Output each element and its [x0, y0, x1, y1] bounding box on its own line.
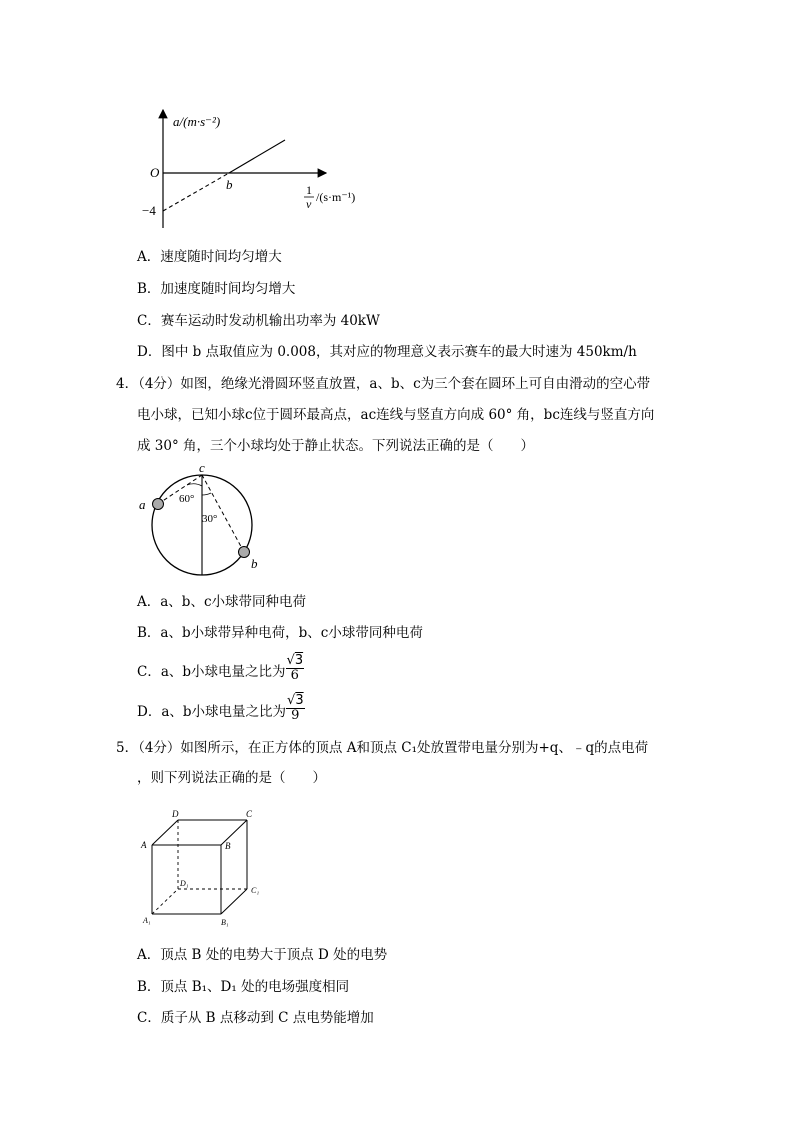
vertex-label-b1: B₁ — [221, 918, 229, 927]
ball-a — [153, 499, 164, 510]
q5-option-c: C．质子从 B 点移动到 C 点电势能增加 — [137, 1010, 374, 1026]
label-c: c — [199, 462, 205, 475]
dashed-extension — [163, 173, 229, 211]
q4-option-d-fraction: $\frac{√3}{9}$ — [287, 693, 304, 723]
q5-stem-line1: 5．（4分）如图所示，在正方体的顶点 A和顶点 C₁处放置带电量分别为+q、﹣q的点电荷 — [116, 740, 649, 756]
vertex-label-a1: A₁ — [143, 916, 151, 925]
q4-option-b: B．a、b小球带异种电荷，b、c小球带同种电荷 — [137, 625, 423, 641]
vertex-label-c1: C₁ — [251, 886, 260, 895]
origin-label: O — [150, 165, 160, 180]
q3-option-b: B．加速度随时间均匀增大 — [137, 281, 296, 297]
x-axis-label-unit: /(s·m⁻¹) — [316, 190, 356, 204]
b-point-label: b — [226, 177, 233, 192]
angle-30-label: 30° — [202, 513, 218, 525]
q4-option-a: A．a、b、c小球带同种电荷 — [137, 594, 307, 610]
q5-option-b: B．顶点 B₁、D₁ 处的电场强度相同 — [137, 979, 350, 995]
vertex-label-b: B — [225, 841, 231, 851]
graph-line — [229, 140, 285, 173]
q3-option-c: C．赛车运动时发动机输出功率为 40kW — [137, 313, 380, 329]
label-b: b — [251, 556, 258, 571]
q4-stem-line1: 4．（4分）如图，绝缘光滑圆环竖直放置，a、b、c为三个套在圆环上可自由滑动的空心带 — [116, 376, 651, 392]
vertex-label-d1: D₁ — [180, 879, 189, 888]
q4-stem-line2: 电小球，已知小球c位于圆环最高点，ac连线与竖直方向成 60° 角，bc连线与竖直方向 — [137, 407, 655, 423]
q5-option-a: A．顶点 B 处的电势大于顶点 D 处的电势 — [137, 947, 388, 963]
label-a: a — [139, 497, 146, 512]
q4-option-c-radicand: 3 — [294, 653, 304, 668]
q4-option-c — [137, 653, 304, 687]
cube-figure — [138, 806, 278, 931]
q4-option-d-denominator: 9 — [291, 708, 300, 723]
q3-option-d: D．图中 b 点取值应为 0.008，其对应的物理意义表示赛车的最大时速为 450km/h — [137, 344, 637, 360]
acceleration-vs-inverse-velocity-graph — [140, 100, 380, 235]
vertex-label-c: C — [246, 809, 253, 819]
q3-option-a: A．速度随时间均匀增大 — [137, 249, 282, 265]
vertex-label-d: D — [172, 809, 179, 819]
y-axis-label: a/(m·s⁻²) — [173, 114, 221, 129]
intercept-label: −4 — [142, 203, 156, 218]
ring-with-charged-balls-figure — [135, 462, 270, 582]
angle-60-label: 60° — [179, 493, 195, 505]
q4-stem-line3: 成 30° 角，三个小球均处于静止状态。下列说法正确的是（ ） — [137, 438, 535, 454]
ball-b — [239, 547, 250, 558]
q5-stem-line2: ，则下列说法正确的是（ ） — [137, 770, 326, 786]
x-axis-label-numerator: 1 — [306, 183, 312, 197]
vertex-label-a: A — [141, 840, 147, 850]
q4-option-c-text: C．a、b小球电量之比为 — [137, 664, 286, 680]
x-axis-label-denominator: v — [306, 197, 312, 211]
q4-option-c-fraction: $\frac{√3}{6}$ — [286, 653, 304, 683]
q4-option-d — [137, 693, 305, 727]
q4-option-d-radicand: 3 — [295, 693, 304, 708]
q4-option-c-denominator: 6 — [290, 668, 299, 683]
q4-option-d-text: D．a、b小球电量之比为 — [137, 704, 287, 720]
